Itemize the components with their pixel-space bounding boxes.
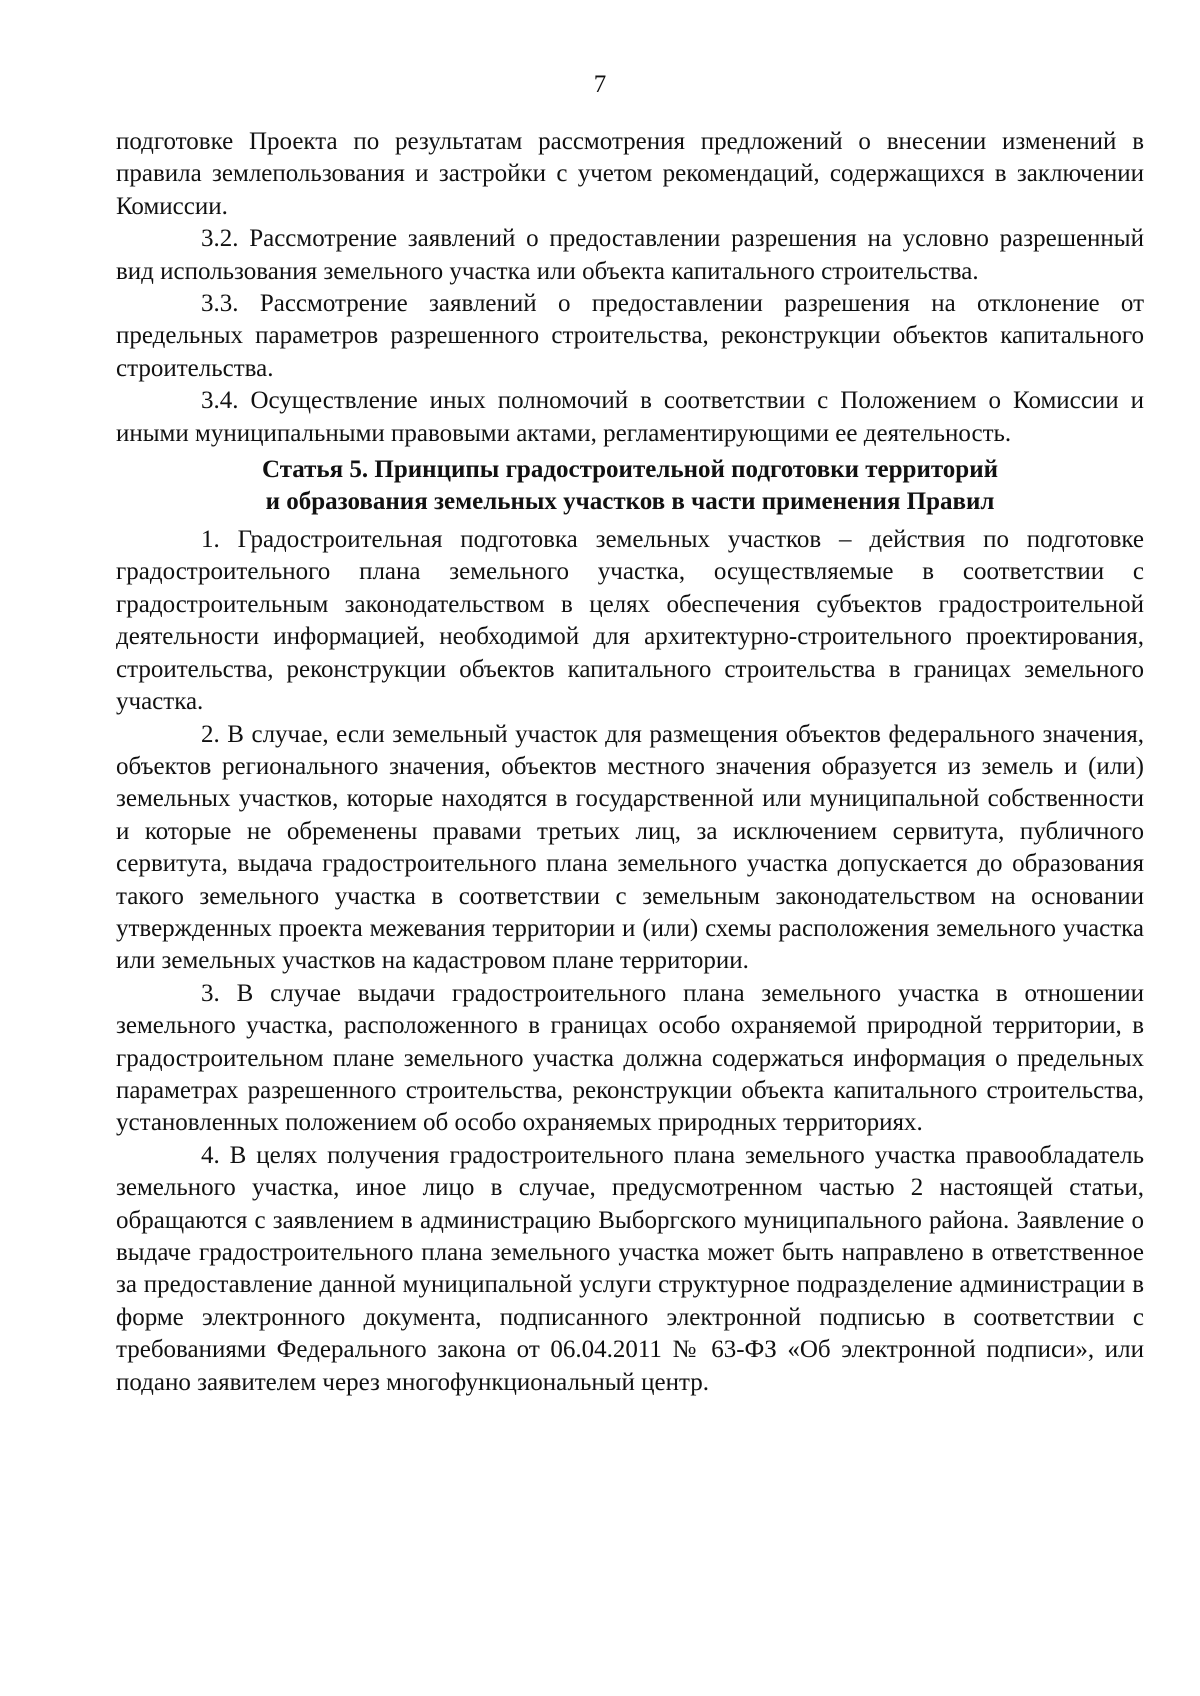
paragraph-continuation: подготовке Проекта по результатам рассмотрения предложений о внесении изменений в правила землепользования и застройки с учетом рекомендаций, содержащихся в заключении Комиссии. [116,128,1144,220]
page-number: 7 [593,71,607,98]
article-heading-line-2: и образования земельных участков в части применения Правил [265,488,995,516]
paragraph-3-4: 3.4. Осуществление иных полномочий в соответствии с Положением о Комиссии и иными муниципальными правовыми актами, регламентирующими ее деятельность. [116,387,1144,447]
paragraph-5-3: 3. В случае выдачи градостроительного плана земельного участка в отношении земельного участка, расположенного в границах особо охраняемой природной территории, в градостроительном плане земельного участка должна содержаться информация о предельных параметрах разрешенного строительства, реконструкции объекта капитального строительства, установленных положением об особо охраняемых природных территориях. [116,979,1144,1137]
article-heading-line-1: Статья 5. Принципы градостроительной подготовки территорий [261,456,999,484]
paragraph-3-2: 3.2. Рассмотрение заявлений о предоставлении разрешения на условно разрешенный вид использования земельного участка или объекта капитального строительства. [116,225,1144,285]
paragraph-5-2: 2. В случае, если земельный участок для размещения объектов федерального значения, объектов регионального значения, объектов местного значения образуется из земель и (или) земельных участков, которые находятся в государственной или муниципальной собственности и которые не обременены правами третьих лиц, за исключением сервитута, публичного сервитута, выдача градостроительного плана земельного участка допускается до образования такого земельного участка в соответствии с земельным законодательством на основании утвержденных проекта межевания территории и (или) схемы расположения земельного участка или земельных участков на кадастровом плане территории. [116,720,1144,975]
paragraph-3-3: 3.3. Рассмотрение заявлений о предоставлении разрешения на отклонение от предельных параметров разрешенного строительства, реконструкции объектов капитального строительства. [116,290,1144,382]
paragraph-5-4: 4. В целях получения градостроительного плана земельного участка правообладатель земельного участка, иное лицо в случае, предусмотренном частью 2 настоящей статьи, обращаются с заявлением в администрацию Выборгского муниципального района. Заявление о выдаче градостроительного плана земельного участка может быть направлено в ответственное за предоставление данной муниципальной услуги структурное подразделение администрации в форме электронного документа, подписанного электронной подписью в соответствии с требованиями Федерального закона от 06.04.2011 № 63-ФЗ «Об электронной подписи», или подано заявителем через многофункциональный центр. [116,1141,1144,1396]
document-body [116,126,1144,1399]
article-heading [116,454,1144,518]
paragraph-5-1: 1. Градостроительная подготовка земельных участков – действия по подготовке градостроительного плана земельного участка, осуществляемые в соответствии с градостроительным законодательством в целях обеспечения субъектов градостроительной деятельности информацией, необходимой для архитектурно-строительного проектирования, строительства, реконструкции объектов капитального строительства в границах земельного участка. [116,526,1144,716]
